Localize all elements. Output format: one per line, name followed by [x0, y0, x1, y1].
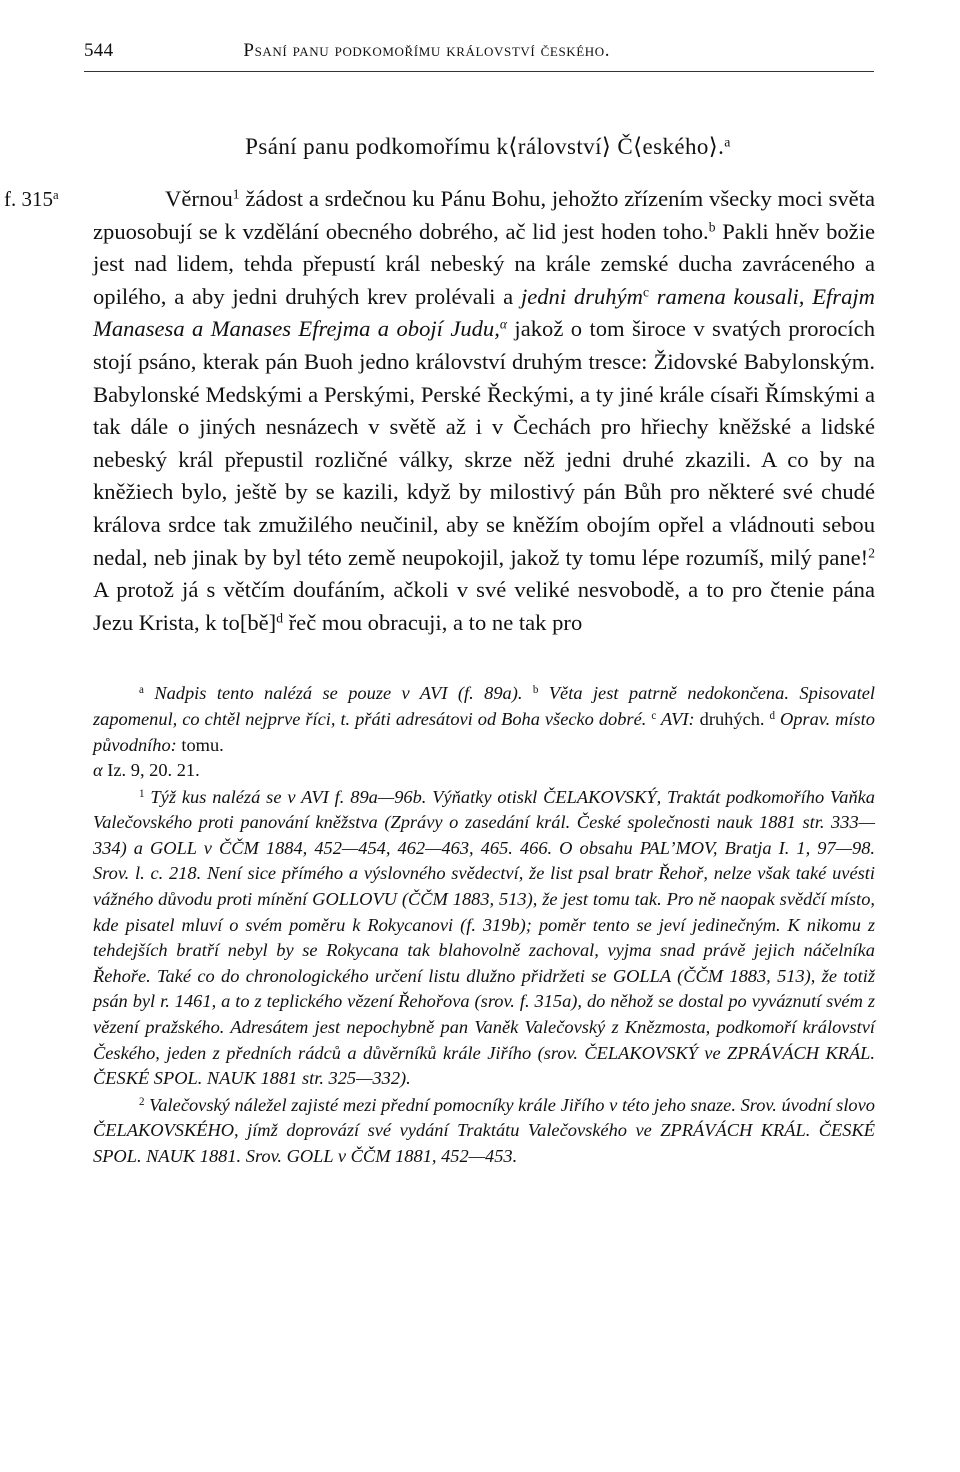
footnote-text: druhých.: [699, 708, 765, 729]
body-text-segment: řeč mou obracuji, a to ne tak pro: [288, 609, 583, 635]
footnote-letters: [93, 681, 875, 783]
footnote-text: Iz. 9, 20. 21.: [107, 760, 200, 781]
footnote-ref-alpha: α: [499, 316, 508, 332]
page-number: 544: [84, 40, 114, 61]
section-title-text: Psání panu podkomořímu k⟨rálovství⟩ Č⟨eského⟩.: [245, 134, 725, 159]
page-header: [84, 40, 875, 62]
running-title: Psaní panu podkomořímu království českého.: [243, 40, 611, 61]
footnote-ref-c: c: [642, 284, 649, 300]
header-rule: [84, 71, 874, 72]
body-text-segment: nu Bohu, jehožto zřízením všecky moci světa zpuosobují se k vzdělání obecného dobrého, ač lid jest hoden toho.: [93, 186, 876, 244]
folio-note-marker: a: [53, 188, 59, 203]
body-text-segment: jakož o tom široce v svatých prorocích stojí psáno, kterak pán Buoh jedno království druhým tresce: Židovské Babylonským. Babylonské Medskými a Perskými, Perské Řeckými, a ty jiné krále císaři Římskými a tak dále o jiných nesnázech v světě až i v Čechách pro hřiechy kněžské a lidské nebeský král přepustil rozličné války, skrze něž jedni druhé zkazili. A co by na kněžiech bylo, ještě by se kazili, když by milostivý pán Bůh pro některé své chudé králova srdce tak zmužilého neučinil, aby se kněžím obojím opřel a vládnouti sebou nedal, neb jinak by byl této země neupokojil, jakož ty tomu lépe rozumíš, milý pane!: [93, 316, 876, 570]
footnote-2: [93, 1093, 875, 1170]
footnote-text: Věta jest patrně nedokončena. Spisovatel zapomenul, co chtěl nejprve říci, t. přáti adresátovi od Boha všecko dobré.: [93, 683, 875, 729]
footnote-ref-a: a: [724, 134, 731, 150]
footnote-marker: b: [532, 684, 539, 697]
footnote-marker: c: [651, 709, 657, 722]
footnote-ref-b: b: [708, 219, 716, 235]
body-italic-segment: jedni druhým: [520, 283, 643, 309]
main-text: [4, 183, 876, 639]
footnote-marker: α: [93, 760, 103, 781]
section-title: [93, 134, 875, 160]
footnote-text: Nadpis tento nalézá se pouze v AVI (f. 89a).: [154, 683, 523, 704]
footnote-ref-1: 1: [232, 186, 240, 202]
body-text-segment: Pakli hněv božie jest nad lidem, tehda přepustí král nebeský na krále zemské ducha zavráceného a opilého, a aby jedni druhých krev prolévali a: [93, 218, 875, 309]
footnote-marker: a: [139, 684, 144, 697]
folio-reference: [0, 183, 84, 216]
footnote-text: Oprav. místo původního:: [93, 708, 875, 755]
footnote-marker: 1: [139, 787, 145, 800]
footnote-1: [93, 785, 875, 1092]
footnote-marker: d: [769, 709, 775, 722]
footnote-ref-d: d: [276, 610, 283, 626]
footnote-text: Valečovský náležel zajisté mezi přední pomocníky krále Jiřího v této jeho snaze. Srov. úvodní slovo ČELAKOVSKÉHO, jímž doprovází své vydání Traktátu Valečovského ve ZPRÁVÁCH KRÁL. ČESKÉ SPOL. NAUK 1881. Srov. GOLL v ČČM 1881, 452—453.: [93, 1094, 875, 1166]
body-text-segment: žádost a srdečnou ku Pá: [245, 186, 464, 211]
body-paragraph: [93, 183, 875, 639]
document-page: [4, 40, 876, 1170]
footnote-marker: 2: [139, 1095, 145, 1108]
footnote-text: AVI:: [660, 708, 695, 729]
body-text-segment: A protož já s větčím doufáním, ačkoli v své veliké nesvobodě, a to pro čtenie pána Jezu Krista, k to[bě]: [93, 577, 875, 635]
footnote-text: Týž kus nalézá se v AVI f. 89a—96b. Výňatky otiskl ČELAKOVSKÝ, Traktát podkomořího Vaňka Valečovského proti panování kněžstva (Zprávy o zasedání král. České společnosti nauk 1881 str. 333—334) a GOLL v ČČM 1884, 452—454, 462—463, 465. 466. O obsahu PAL’MOV, Bratja I. 1, 97—98. Srov. l. c. 218. Není sice přímého a výslovného svědectví, že list psal bratr Řehoř, nelze však také uvésti vážného důvodu proti mínění GOLLOVU (ČČM 1883, 513), že jest tomu tak. Pro ně naopak svědčí místo, kde pisatel mluví o svém poměru k Rokycanovi (f. 319b); poměr tento se jeví jedinečným. K nikomu z tehdejších bratří nebyl by se Rokycana tak blahovolně zachoval, vyjma snad právě jejich náčelníka Řehoře. Také co do chronologického určení listu dlužno přidržeti se GOLLA (ČČM 1883, 513), že totiž psán byl r. 1461, a to z teplického vězení Řehořova (srov. f. 315a), do něhož se dostal po vyváznutí svém z vězení pražského. Adresátem jest nepochybně pan Vaněk Valečovský z Knězmosta, podkomoří království Českého, jeden z předních rádců a důvěrníků krále Jiřího (srov. ČELAKOVSKÝ ve ZPRÁVÁCH KRÁL. ČESKÉ SPOL. NAUK 1881 str. 325—332).: [93, 786, 875, 1089]
body-text-segment: Věrnou: [165, 186, 233, 211]
body-italic-segment: ramena kousali, Efrajm Manasesa a Manases Efrejma a obojí Judu,: [93, 283, 875, 342]
footnote-ref-2: 2: [868, 545, 875, 561]
footnote-text: tomu.: [181, 734, 224, 755]
footnotes: [93, 681, 875, 1169]
folio-label: f. 315: [4, 187, 53, 211]
